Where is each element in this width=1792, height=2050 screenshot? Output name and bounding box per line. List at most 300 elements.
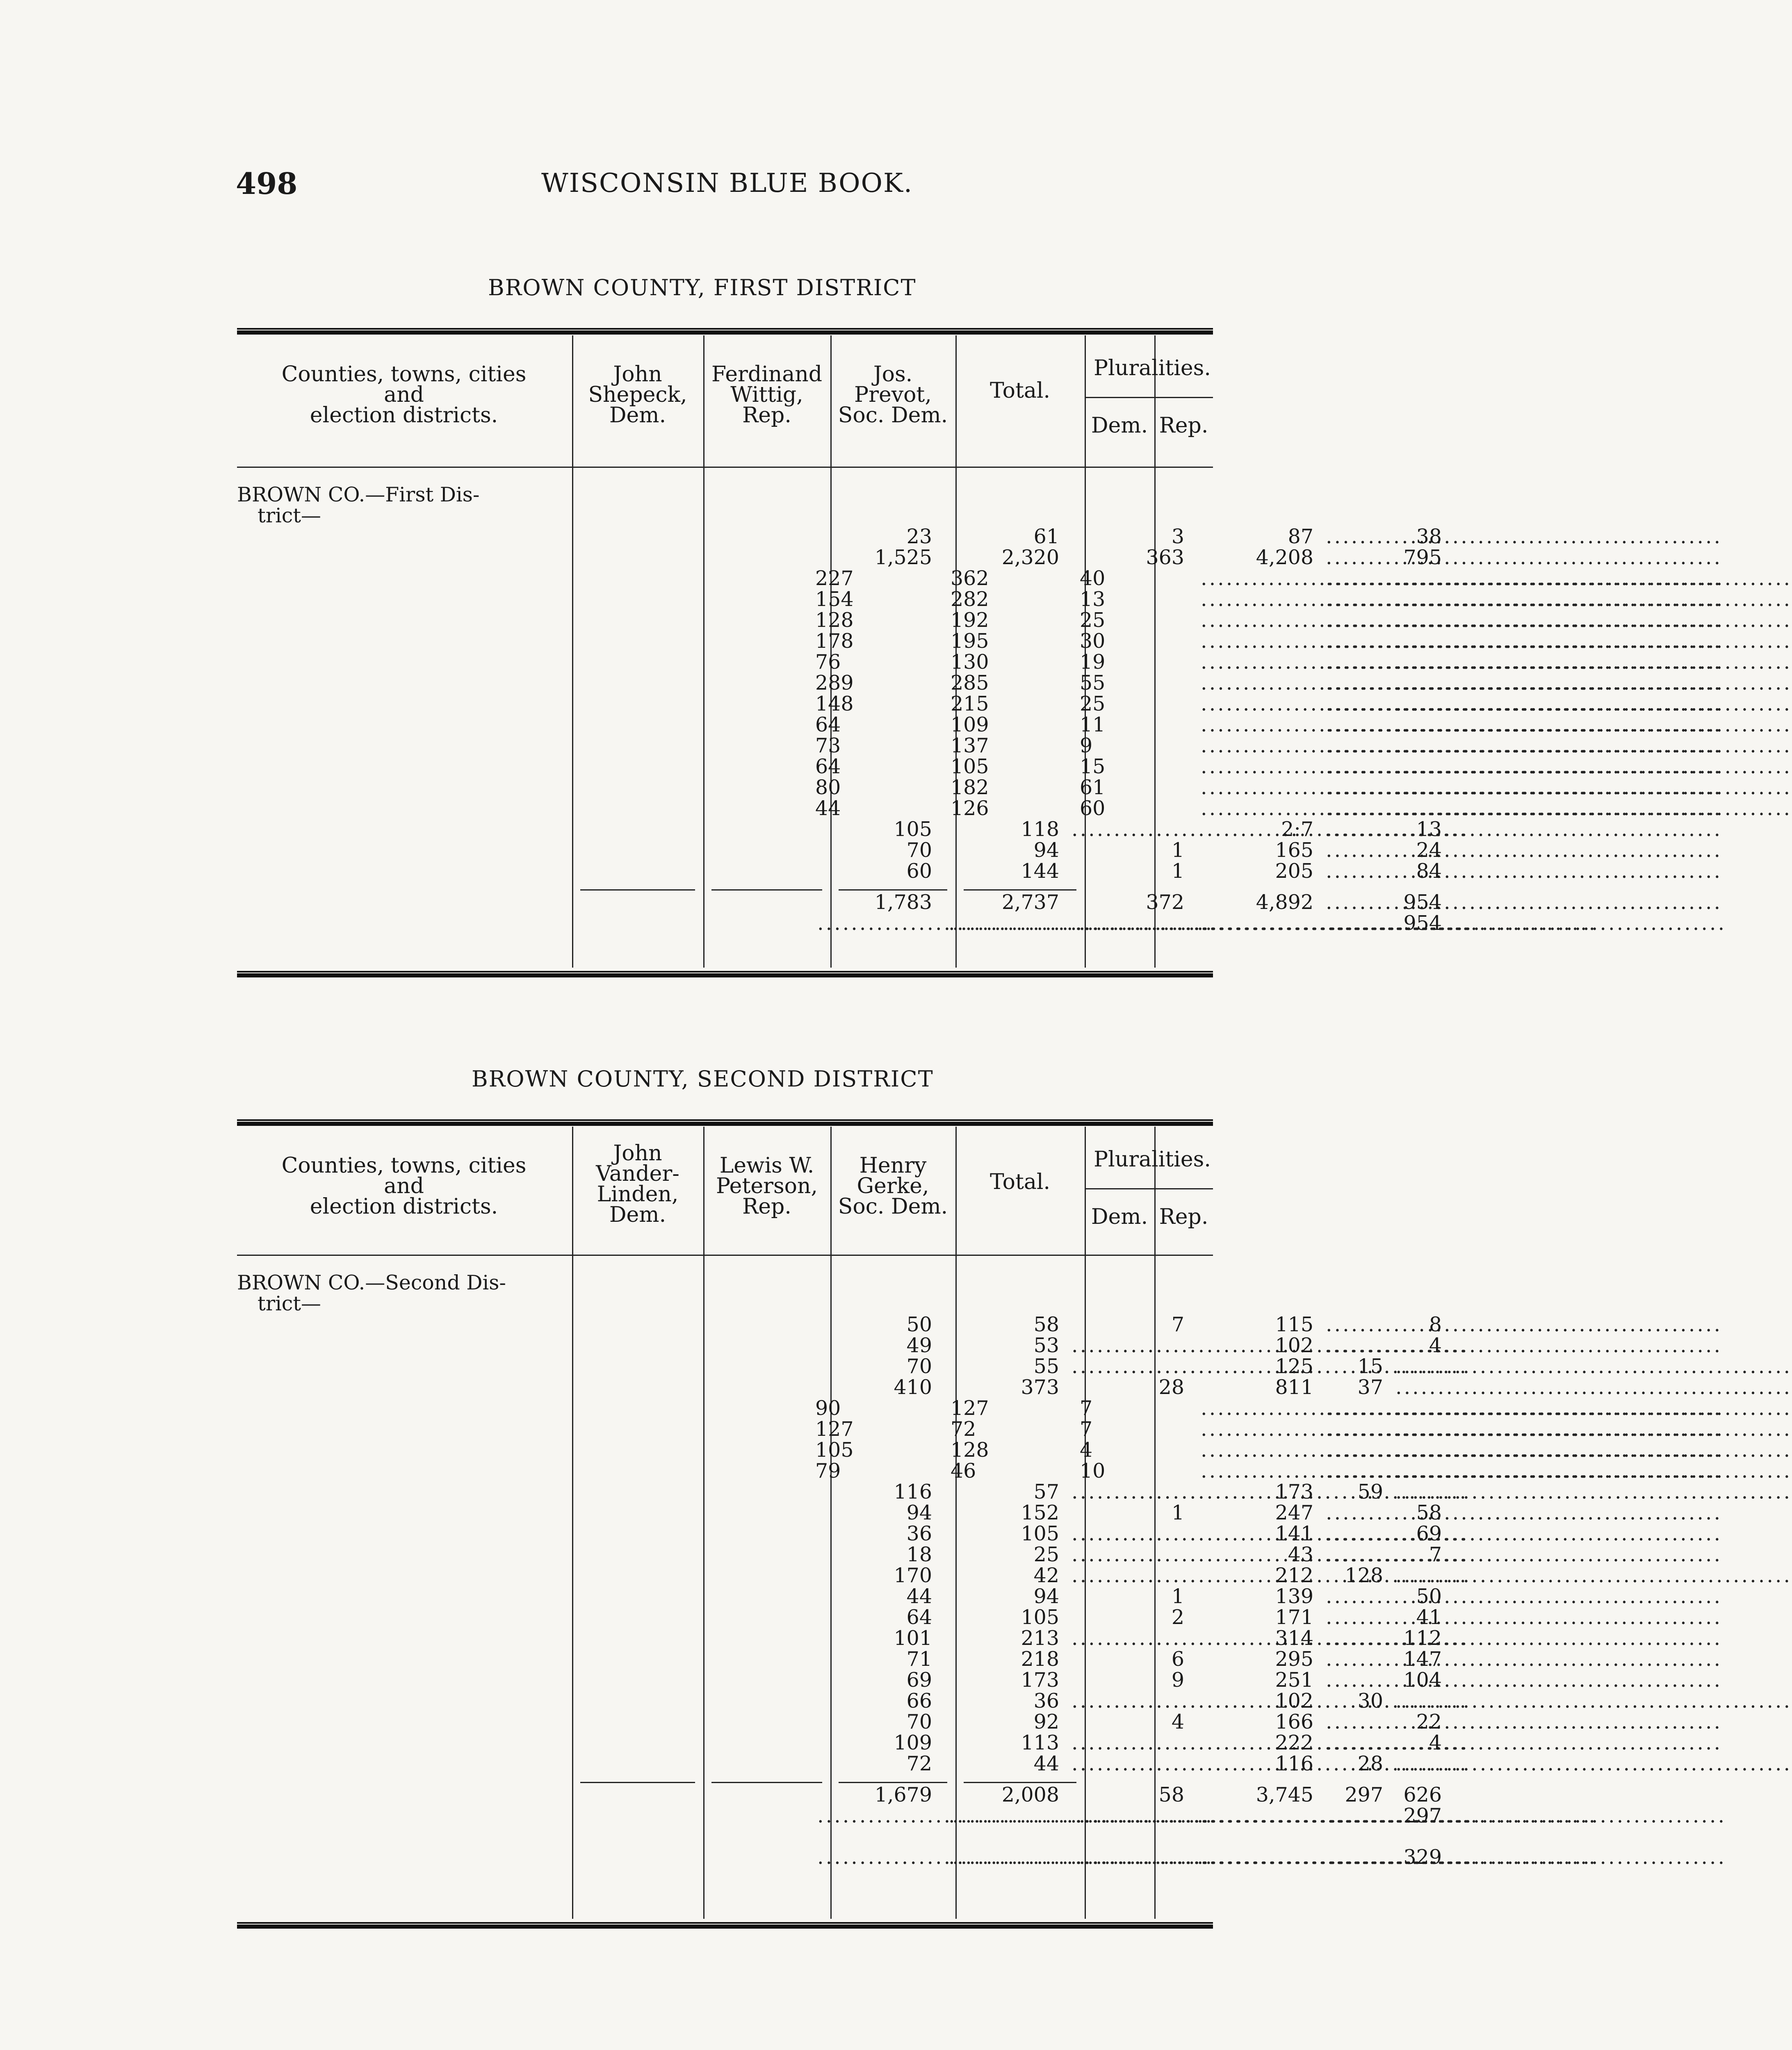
county-heading-row [237, 484, 1213, 505]
cand2-value: 94 [1033, 838, 1059, 862]
tot-leader [1201, 1805, 1313, 1826]
dem-plurality-leader [1326, 1314, 1387, 1335]
total-dem-leader [1326, 892, 1387, 913]
ward-row [237, 672, 1213, 693]
ward-row [237, 568, 1213, 589]
ward-w1-value: 64 [815, 713, 841, 736]
cand3-value-leader [1072, 1356, 1188, 1377]
ward-w2-value: 182 [951, 776, 989, 799]
header-c3-line: Prevot, [854, 383, 932, 407]
rep-leader [1395, 1398, 1450, 1419]
total-rule [711, 1782, 822, 1783]
total-value: 165 [1275, 838, 1313, 862]
total-value: 173 [1275, 1480, 1313, 1503]
cand2-value: 373 [1021, 1376, 1059, 1399]
dem-plurality: 37 [1357, 1376, 1383, 1399]
cand2-value: 218 [1021, 1647, 1059, 1671]
district-row [237, 1585, 1442, 1608]
total-row [237, 891, 1442, 914]
cand3-value-leader [1072, 1753, 1188, 1774]
rep-plurality: 69 [1416, 1522, 1442, 1545]
rep-plurality: 297 [1403, 1804, 1442, 1827]
total-cand1: 1,679 [874, 1783, 932, 1806]
table2-top-rule [237, 1119, 1213, 1126]
total-leader [1201, 735, 1318, 756]
header-bottom-rule [237, 467, 1213, 468]
district-row [237, 1480, 1383, 1503]
cand2-value: 53 [1033, 1334, 1059, 1357]
dem-leader [1326, 777, 1387, 798]
district-row [237, 1710, 1442, 1733]
county-heading: trict— [258, 1292, 321, 1315]
ward-w3-value: 30 [1080, 629, 1106, 653]
ward-w2-value: 105 [951, 755, 989, 778]
header-c1-line: Dem. [609, 1203, 666, 1227]
table-bottom-rule [237, 971, 1213, 977]
net-plurality-row [237, 1845, 1442, 1869]
header-total: Total. [989, 378, 1050, 403]
c3-leader [1076, 913, 1184, 934]
total-cand2: 2,008 [1001, 1783, 1059, 1806]
header-districts-line: Counties, towns, cities [281, 362, 527, 387]
rep-plurality: 41 [1416, 1606, 1442, 1629]
cand2-value: 2,320 [1001, 546, 1059, 569]
header-c2-line: Wittig, [730, 383, 803, 407]
header-c1-line: Linden, [597, 1182, 679, 1207]
ward-w3-value: 60 [1080, 797, 1106, 820]
dem-plurality: 15 [1357, 1355, 1383, 1378]
cand1-value: 44 [906, 1585, 932, 1608]
ward-w1-value: 148 [815, 692, 854, 715]
rep-leader [1395, 756, 1450, 777]
district-row [237, 1334, 1442, 1357]
ward-w3-value: 4 [1080, 1438, 1093, 1462]
cand1-value: 50 [906, 1313, 932, 1336]
dem-leader [1326, 589, 1387, 610]
ward-w1-value: 105 [815, 1438, 854, 1462]
cand1-value: 60 [906, 859, 932, 883]
header-c1-line: John [613, 362, 662, 387]
header-c1-line: John [613, 1141, 662, 1166]
table1-top-rule [237, 328, 1213, 335]
district-row [237, 1689, 1383, 1713]
header-c2-line: Rep. [742, 1194, 791, 1219]
c1-leader [817, 1805, 932, 1826]
cand3-value: 7 [1171, 1313, 1184, 1336]
dem-plurality: 59 [1357, 1480, 1383, 1503]
total-rep: 626 [1403, 1783, 1442, 1806]
rep-leader [1395, 651, 1450, 672]
ward-row [237, 610, 1213, 631]
district-row [237, 1668, 1442, 1692]
cand2-value: 173 [1021, 1668, 1059, 1692]
header-rep: Rep. [1159, 413, 1208, 438]
total-value: 115 [1275, 1313, 1313, 1336]
rep-plurality: 112 [1403, 1626, 1442, 1650]
ward-row [237, 735, 1213, 756]
dem-leader [1330, 1805, 1383, 1826]
district-row [237, 525, 1442, 548]
cand3-value: 363 [1146, 546, 1184, 569]
ward-w2-value: 282 [951, 588, 989, 611]
tot-leader [1201, 1847, 1313, 1868]
dem-plurality: 128 [1345, 1564, 1383, 1587]
total-leader [1201, 631, 1318, 651]
district-row [237, 1522, 1442, 1545]
ward-w3-value: 9 [1080, 734, 1093, 757]
cand1-value: 66 [906, 1689, 932, 1713]
ward-w1-value: 154 [815, 588, 854, 611]
cand3-value-leader [1072, 1481, 1188, 1502]
total-leader [1201, 1419, 1318, 1440]
dem-plurality-leader [1326, 1335, 1387, 1356]
democratic-plurality-row [237, 1804, 1442, 1827]
rep-plurality-leader [1395, 1690, 1446, 1711]
header-districts-line: election districts. [310, 403, 498, 428]
pluralities-rule [1085, 397, 1213, 398]
header-col-divider [1154, 1127, 1156, 1255]
county-heading: BROWN CO.—Second Dis- [237, 1271, 506, 1294]
rep-plurality: 954 [1403, 911, 1442, 935]
cand1-value: 18 [906, 1543, 932, 1566]
ward-w2-value: 126 [951, 797, 989, 820]
total-value: 102 [1275, 1689, 1313, 1713]
rep-plurality: 147 [1403, 1647, 1442, 1671]
header-districts-line: Counties, towns, cities [281, 1153, 527, 1178]
dem-leader [1330, 913, 1383, 934]
county-heading-row [237, 1272, 1213, 1293]
header-districts-line: election districts. [310, 1194, 498, 1219]
district-row [237, 546, 1442, 569]
district-row [237, 1313, 1442, 1336]
total-value: 43 [1288, 1543, 1313, 1566]
cand1-value: 101 [894, 1626, 932, 1650]
cand3-value-leader [1072, 819, 1188, 840]
rep-plurality: 104 [1403, 1668, 1442, 1692]
dem-leader [1326, 610, 1387, 631]
table-bottom-rule [237, 1922, 1213, 1929]
dem-leader [1326, 756, 1387, 777]
total-row [237, 1783, 1442, 1806]
rep-leader [1395, 1419, 1450, 1440]
cand1-value: 410 [894, 1376, 932, 1399]
ward-row [237, 589, 1213, 610]
cand3-value: 6 [1171, 1647, 1184, 1671]
cand3-value-leader [1072, 1628, 1188, 1649]
district-row [237, 838, 1442, 862]
total-value: 811 [1275, 1376, 1313, 1399]
rep-plurality-leader [1395, 1356, 1446, 1377]
total-leader [1201, 610, 1318, 631]
cand3-value: 2 [1171, 1606, 1184, 1629]
ward-w1-value: 64 [815, 755, 841, 778]
header-c1-line: Dem. [609, 403, 666, 428]
ward-row [237, 777, 1213, 798]
rep-plurality: 24 [1416, 838, 1442, 862]
total-value: 141 [1275, 1522, 1313, 1545]
rep-leader [1395, 693, 1450, 714]
dem-plurality: 28 [1357, 1752, 1383, 1775]
ward-w3-value: 7 [1080, 1417, 1093, 1441]
rep-plurality: 84 [1416, 859, 1442, 883]
cand3-value: 28 [1158, 1376, 1184, 1399]
district-row [237, 1647, 1442, 1671]
cand3-value: 1 [1171, 1501, 1184, 1524]
total-leader [1201, 672, 1318, 693]
ward-w3-value: 55 [1080, 671, 1106, 695]
ward-w2-value: 128 [951, 1438, 989, 1462]
ward-w2-value: 195 [951, 629, 989, 653]
cand1-value: 170 [894, 1564, 932, 1587]
total-value: 139 [1275, 1585, 1313, 1608]
cand3-value-leader [1072, 1523, 1188, 1544]
ward-w2-value: 130 [951, 650, 989, 674]
ward-w1-value: 127 [815, 1417, 854, 1441]
dem-leader [1330, 1847, 1383, 1868]
rep-leader [1395, 714, 1450, 735]
ward-w1-value: 128 [815, 608, 854, 632]
ward-w1-value: 178 [815, 629, 854, 653]
c2-leader [948, 913, 1059, 934]
rep-leader [1395, 568, 1450, 589]
rep-leader [1395, 1460, 1450, 1481]
dem-plurality-leader [1326, 1670, 1387, 1690]
c3-leader [1076, 1847, 1184, 1868]
cand1-value: 64 [906, 1606, 932, 1629]
dem-plurality-leader [1326, 1523, 1387, 1544]
ward-w1-value: 90 [815, 1396, 841, 1420]
total-leader [1201, 568, 1318, 589]
header-pluralities: Pluralities. [1094, 356, 1211, 380]
page-number: 498 [236, 166, 298, 201]
header-c2-line: Ferdinand [711, 362, 823, 387]
dem-plurality-leader [1326, 1732, 1387, 1753]
ward-w3-value: 19 [1080, 650, 1106, 674]
dem-leader [1326, 693, 1387, 714]
ward-w1-value: 79 [815, 1459, 841, 1483]
cand2-value: 105 [1021, 1606, 1059, 1629]
dem-plurality-leader [1326, 1628, 1387, 1649]
ward-row [237, 798, 1213, 819]
total-cand2: 2,737 [1001, 891, 1059, 914]
ward-w2-value: 46 [951, 1459, 976, 1483]
dem-plurality-leader [1326, 819, 1387, 840]
cand3-value-leader [1072, 1565, 1188, 1586]
ward-w1-value: 289 [815, 671, 854, 695]
ward-w3-value: 7 [1080, 1396, 1093, 1420]
total-cand3: 58 [1158, 1783, 1184, 1806]
ward-row [237, 631, 1213, 651]
total-cand1: 1,783 [874, 891, 932, 914]
total-leader [1201, 651, 1318, 672]
header-c2-line: Lewis W. [719, 1153, 814, 1178]
dem-leader [1326, 798, 1387, 819]
rep-leader [1395, 777, 1450, 798]
ward-w2-value: 192 [951, 608, 989, 632]
dem-leader [1326, 568, 1387, 589]
total-value: 314 [1275, 1626, 1313, 1650]
ward-row [237, 1419, 1213, 1440]
header-c1-line: Vander- [596, 1162, 679, 1186]
cand2-value: 55 [1033, 1355, 1059, 1378]
dem-leader [1326, 1440, 1387, 1460]
total-leader [1201, 1460, 1318, 1481]
ward-w1-value: 80 [815, 776, 841, 799]
cand1-value: 70 [906, 1355, 932, 1378]
cand2-value: 25 [1033, 1543, 1059, 1566]
dem-plurality-leader [1326, 1502, 1387, 1523]
header-c3 [830, 1155, 955, 1217]
cand2-value: 92 [1033, 1710, 1059, 1733]
ward-w2-value: 285 [951, 671, 989, 695]
header-pluralities: Pluralities. [1094, 1147, 1211, 1172]
table2-caption: BROWN COUNTY, SECOND DISTRICT [472, 1066, 934, 1092]
ward-row [237, 756, 1213, 777]
county-heading-row [237, 1293, 1213, 1314]
total-dem: 297 [1345, 1783, 1383, 1806]
cand1-value: 105 [894, 818, 932, 841]
header-c2-line: Rep. [742, 403, 791, 428]
district-row [237, 1731, 1442, 1754]
dem-plurality-leader [1326, 861, 1387, 882]
district-row [237, 1543, 1442, 1566]
c3-leader [1076, 1805, 1184, 1826]
cand2-value: 44 [1033, 1752, 1059, 1775]
cand3-value: 9 [1171, 1668, 1184, 1692]
cand1-value: 49 [906, 1334, 932, 1357]
rep-plurality: 13 [1416, 818, 1442, 841]
ward-w3-value: 40 [1080, 567, 1106, 590]
header-districts-line: and [384, 383, 424, 407]
ward-w2-value: 127 [951, 1396, 989, 1420]
rep-plurality: 7 [1429, 1543, 1442, 1566]
rep-leader [1395, 672, 1450, 693]
dem-plurality: 30 [1357, 1689, 1383, 1713]
cand2-value: 94 [1033, 1585, 1059, 1608]
header-c2 [703, 1155, 830, 1217]
cand1-value: 36 [906, 1522, 932, 1545]
header-rep: Rep. [1159, 1205, 1208, 1229]
header-c1 [572, 1143, 703, 1225]
table1-caption: BROWN COUNTY, FIRST DISTRICT [488, 275, 917, 301]
ward-row [237, 714, 1213, 735]
rep-plurality: 22 [1416, 1710, 1442, 1733]
cand1-value: 94 [906, 1501, 932, 1524]
cand3-value-leader [1072, 1732, 1188, 1753]
header-col-divider [1154, 335, 1156, 467]
district-row [237, 859, 1442, 883]
header-c3-line: Jos. [873, 362, 913, 387]
total-value: 171 [1275, 1606, 1313, 1629]
cand2-value: 213 [1021, 1626, 1059, 1650]
rep-leader [1395, 610, 1450, 631]
district-row [237, 1501, 1442, 1524]
dem-leader [1326, 1398, 1387, 1419]
running-title: WISCONSIN BLUE BOOK. [541, 168, 913, 198]
rep-plurality: 329 [1403, 1845, 1442, 1869]
rep-leader [1395, 798, 1450, 819]
cand1-value: 23 [906, 525, 932, 548]
total-cand3: 372 [1146, 891, 1184, 914]
ward-w3-value: 25 [1080, 692, 1106, 715]
dem-leader [1326, 714, 1387, 735]
district-row [237, 1376, 1383, 1399]
tot-leader [1201, 913, 1313, 934]
ward-w1-value: 44 [815, 797, 841, 820]
header-c1-line: Shepeck, [588, 383, 687, 407]
cand1-value: 116 [894, 1480, 932, 1503]
total-total: 3,745 [1256, 1783, 1313, 1806]
header-dem: Dem. [1091, 413, 1148, 438]
header-c3-line: Soc. Dem. [838, 403, 948, 428]
dem-leader [1326, 672, 1387, 693]
total-rep: 954 [1403, 891, 1442, 914]
county-heading: trict— [258, 504, 321, 527]
c2-leader [948, 1847, 1059, 1868]
dem-plurality-leader [1326, 1544, 1387, 1565]
total-leader [1201, 798, 1318, 819]
dem-leader [1326, 735, 1387, 756]
header-c1 [572, 364, 703, 426]
rep-plurality: 795 [1403, 546, 1442, 569]
cand3-value: 1 [1171, 838, 1184, 862]
ward-w1-value: 76 [815, 650, 841, 674]
header-total: Total. [989, 1170, 1050, 1194]
dem-leader [1326, 631, 1387, 651]
cand2-value: 58 [1033, 1313, 1059, 1336]
header-c3-line: Henry [859, 1153, 927, 1178]
total-value: 102 [1275, 1334, 1313, 1357]
district-row [237, 1752, 1383, 1775]
ward-w3-value: 61 [1080, 776, 1106, 799]
rep-plurality: 58 [1416, 1501, 1442, 1524]
rep-leader [1395, 1440, 1450, 1460]
rep-leader [1395, 589, 1450, 610]
total-leader [1201, 714, 1318, 735]
rep-plurality-leader [1395, 1377, 1446, 1398]
total-total: 4,892 [1256, 891, 1313, 914]
total-value: 125 [1275, 1355, 1313, 1378]
pluralities-rule [1085, 1188, 1213, 1189]
cand3-value: 1 [1171, 1585, 1184, 1608]
ward-w3-value: 10 [1080, 1459, 1106, 1483]
total-value: 116 [1275, 1752, 1313, 1775]
header-col-divider [1085, 335, 1086, 467]
total-leader [1201, 589, 1318, 610]
ward-w2-value: 109 [951, 713, 989, 736]
ward-row [237, 1398, 1213, 1419]
rep-plurality: 4 [1429, 1731, 1442, 1754]
ward-w2-value: 72 [951, 1417, 976, 1441]
cand2-value: 144 [1021, 859, 1059, 883]
ward-w3-value: 25 [1080, 608, 1106, 632]
cand3-value-leader [1072, 1335, 1188, 1356]
c1-leader [817, 1847, 932, 1868]
dem-plurality-leader [1326, 547, 1387, 568]
total-value: 212 [1275, 1564, 1313, 1587]
rep-plurality: 8 [1429, 1313, 1442, 1336]
rep-plurality: 4 [1429, 1334, 1442, 1357]
header-bottom-rule [237, 1255, 1213, 1256]
ward-w1-value: 73 [815, 734, 841, 757]
total-value: 251 [1275, 1668, 1313, 1692]
ward-w3-value: 15 [1080, 755, 1106, 778]
dem-plurality-leader [1326, 1607, 1387, 1628]
total-value: 247 [1275, 1501, 1313, 1524]
cand1-value: 70 [906, 1710, 932, 1733]
cand2-value: 61 [1033, 525, 1059, 548]
total-value: 4,208 [1256, 546, 1313, 569]
